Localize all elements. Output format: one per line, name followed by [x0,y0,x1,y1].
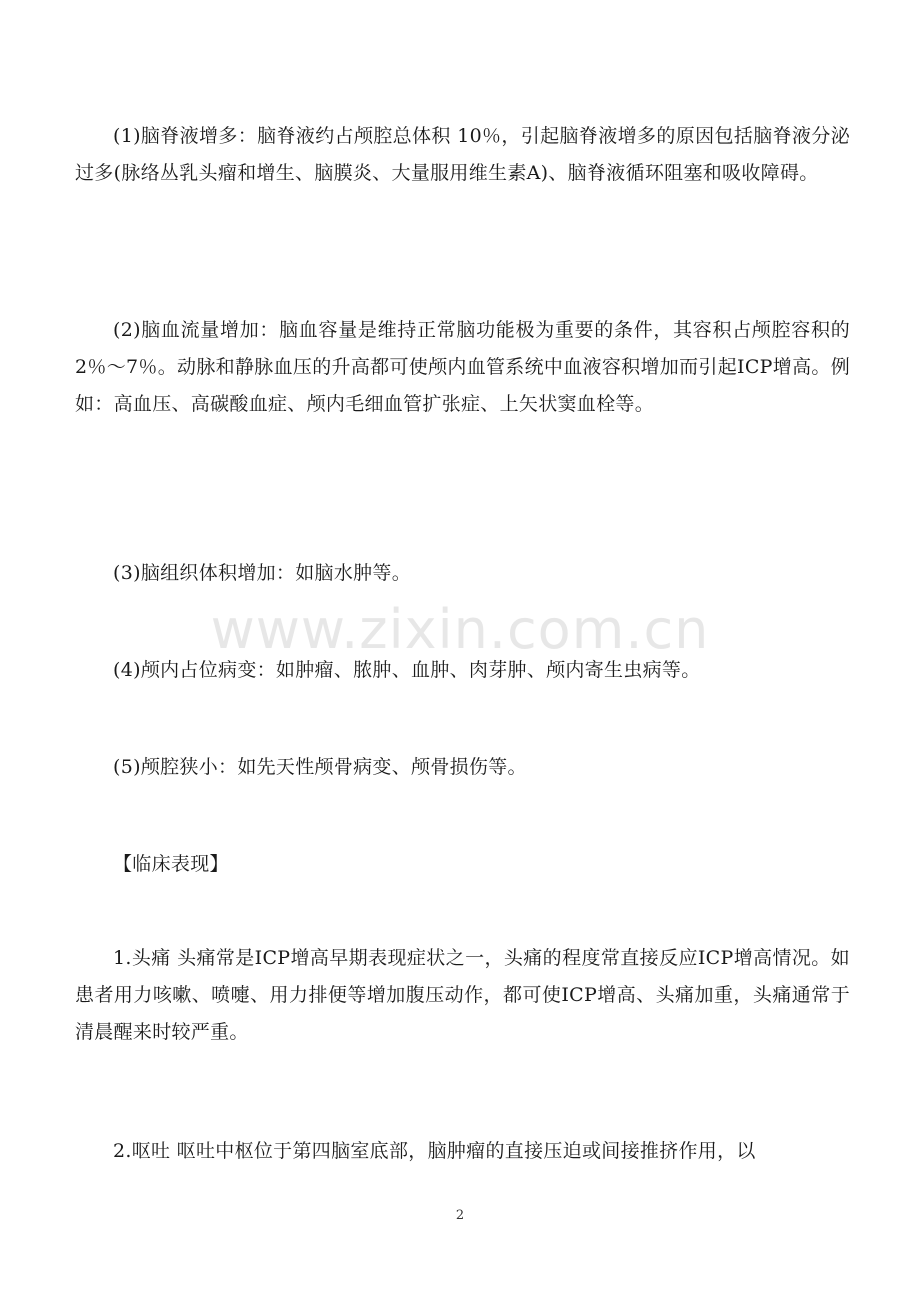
paragraph-csf-increase: (1)脑脊液增多：脑脊液约占颅腔总体积 10％，引起脑脊液增多的原因包括脑脊液分泌过多(脉络丛乳头瘤和增生、脑膜炎、大量服用维生素A)、脑脊液循环阻塞和吸收障碍。 [75,125,850,184]
page-number: 2 [455,1208,465,1223]
paragraph-vomiting: 2.呕吐 呕吐中枢位于第四脑室底部，脑肿瘤的直接压迫或间接推挤作用，以 [113,1140,756,1162]
paragraph-cerebral-blood-flow: (2)脑血流量增加：脑血容量是维持正常脑功能极为重要的条件，其容积占颅腔容积的 2％～7％。动脉和静脉血压的升高都可使颅内血管系统中血液容积增加而引起ICP增高。例如：高血压、高碳酸血症、颅内毛细血管扩张症、上矢状窦血栓等。 [75,319,850,415]
section-heading-clinical: 【临床表现】 [113,853,229,875]
paragraph-brain-tissue-volume: (3)脑组织体积增加：如脑水肿等。 [113,562,412,584]
paragraph-narrow-cranial-cavity: (5)颅腔狭小：如先天性颅骨病变、颅骨损伤等。 [113,756,527,778]
paragraph-headache: 1.头痛 头痛常是ICP增高早期表现症状之一，头痛的程度常直接反应ICP增高情况。如患者用力咳嗽、喷嚏、用力排便等增加腹压动作，都可使ICP增高、头痛加重，头痛通常于清晨醒来时较严重。 [75,947,850,1043]
watermark: www.zixin.com.cn [210,598,710,661]
paragraph-intracranial-lesion: (4)颅内占位病变：如肿瘤、脓肿、血肿、肉芽肿、颅内寄生虫病等。 [113,659,701,681]
